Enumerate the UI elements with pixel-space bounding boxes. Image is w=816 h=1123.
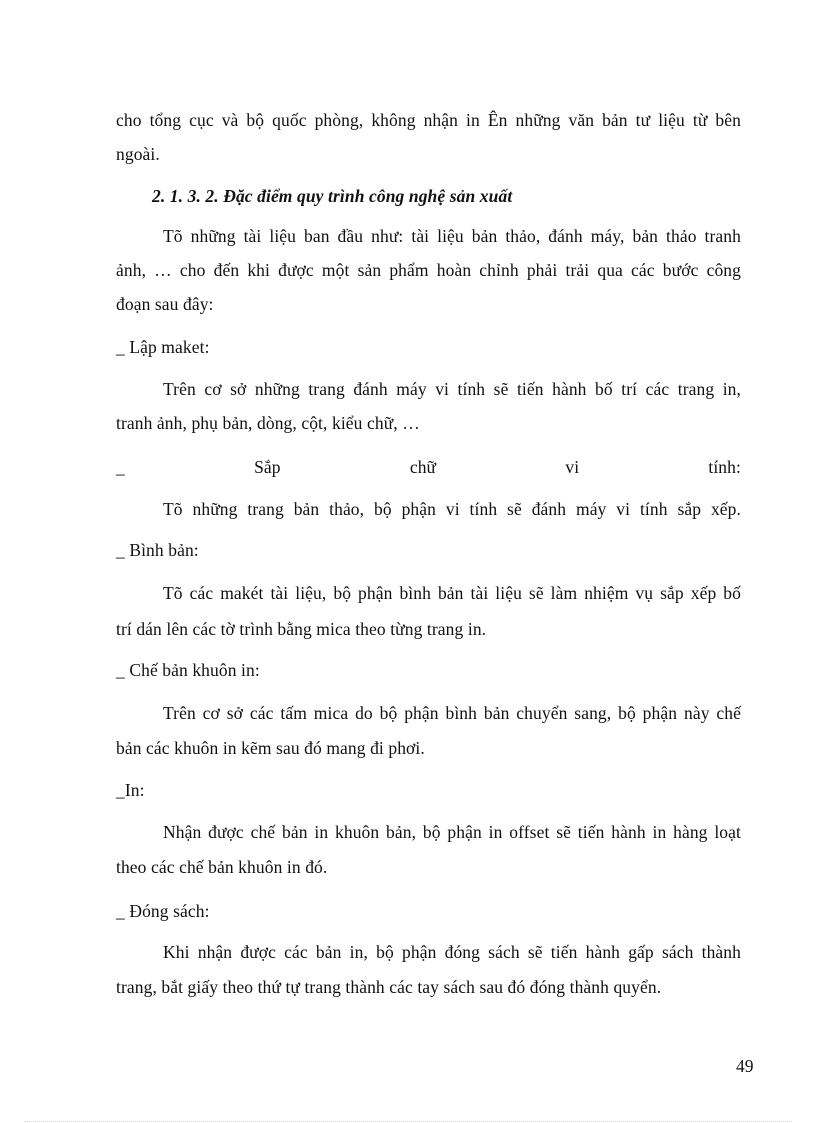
page-number: 49 <box>736 1056 754 1076</box>
paragraph-line: Nhận được chế bản in khuôn bản, bộ phận in offset sẽ tiến hành in hàng loạt <box>163 822 741 842</box>
paragraph-line: Trên cơ sở các tấm mica do bộ phận bình bản chuyển sang, bộ phận này chế <box>163 703 741 723</box>
paragraph-line: bản các khuôn in kẽm sau đó mang đi phơi. <box>116 738 425 758</box>
paragraph-line: cho tổng cục và bộ quốc phòng, không nhận in Ên những văn bản tư liệu từ bên <box>116 110 741 130</box>
paragraph-line: Tõ các makét tài liệu, bộ phận bình bản tài liệu sẽ làm nhiệm vụ sắp xếp bố <box>163 583 741 603</box>
spread-word: Sắp <box>254 457 281 477</box>
paragraph-line: Khi nhận được các bản in, bộ phận đóng sách sẽ tiến hành gấp sách thành <box>163 942 741 962</box>
spread-word: vi <box>565 457 580 477</box>
paragraph-line: ngoài. <box>116 144 160 164</box>
section-heading: 2. 1. 3. 2. Đặc điểm quy trình công nghệ sản xuất <box>152 186 513 206</box>
paragraph-line: Trên cơ sở những trang đánh máy vi tính sẽ tiến hành bố trí các trang in, <box>163 379 741 399</box>
step-label: _ Lập maket: <box>116 337 210 357</box>
spread-word: chữ <box>409 457 437 477</box>
paragraph-line: đoạn sau đây: <box>116 294 214 314</box>
step-label: _ Chế bản khuôn in: <box>116 660 260 680</box>
paragraph-line: tranh ảnh, phụ bản, dòng, cột, kiểu chữ, … <box>116 413 420 433</box>
paragraph-line: trang, bắt giấy theo thứ tự trang thành các tay sách sau đó đóng thành quyển. <box>116 977 662 997</box>
footer-divider <box>24 1121 792 1122</box>
step-label-spread <box>116 455 741 479</box>
spread-word: _ <box>116 457 125 477</box>
paragraph-line: ảnh, … cho đến khi được một sản phẩm hoàn chỉnh phải trải qua các bước công <box>116 260 741 280</box>
paragraph-line: trí dán lên các tờ trình bằng mica theo từng trang in. <box>116 619 487 639</box>
step-label: _ Bình bản: <box>116 540 199 560</box>
spread-word: tính: <box>708 457 741 477</box>
step-label: _In: <box>116 780 145 800</box>
paragraph-line: Tõ những trang bản thảo, bộ phận vi tính sẽ đánh máy vi tính sắp xếp. <box>163 499 741 519</box>
paragraph-line: theo các chế bản khuôn in đó. <box>116 857 328 877</box>
step-label: _ Đóng sách: <box>116 901 210 921</box>
paragraph-line: Tõ những tài liệu ban đầu như: tài liệu bản thảo, đánh máy, bản thảo tranh <box>163 226 741 246</box>
